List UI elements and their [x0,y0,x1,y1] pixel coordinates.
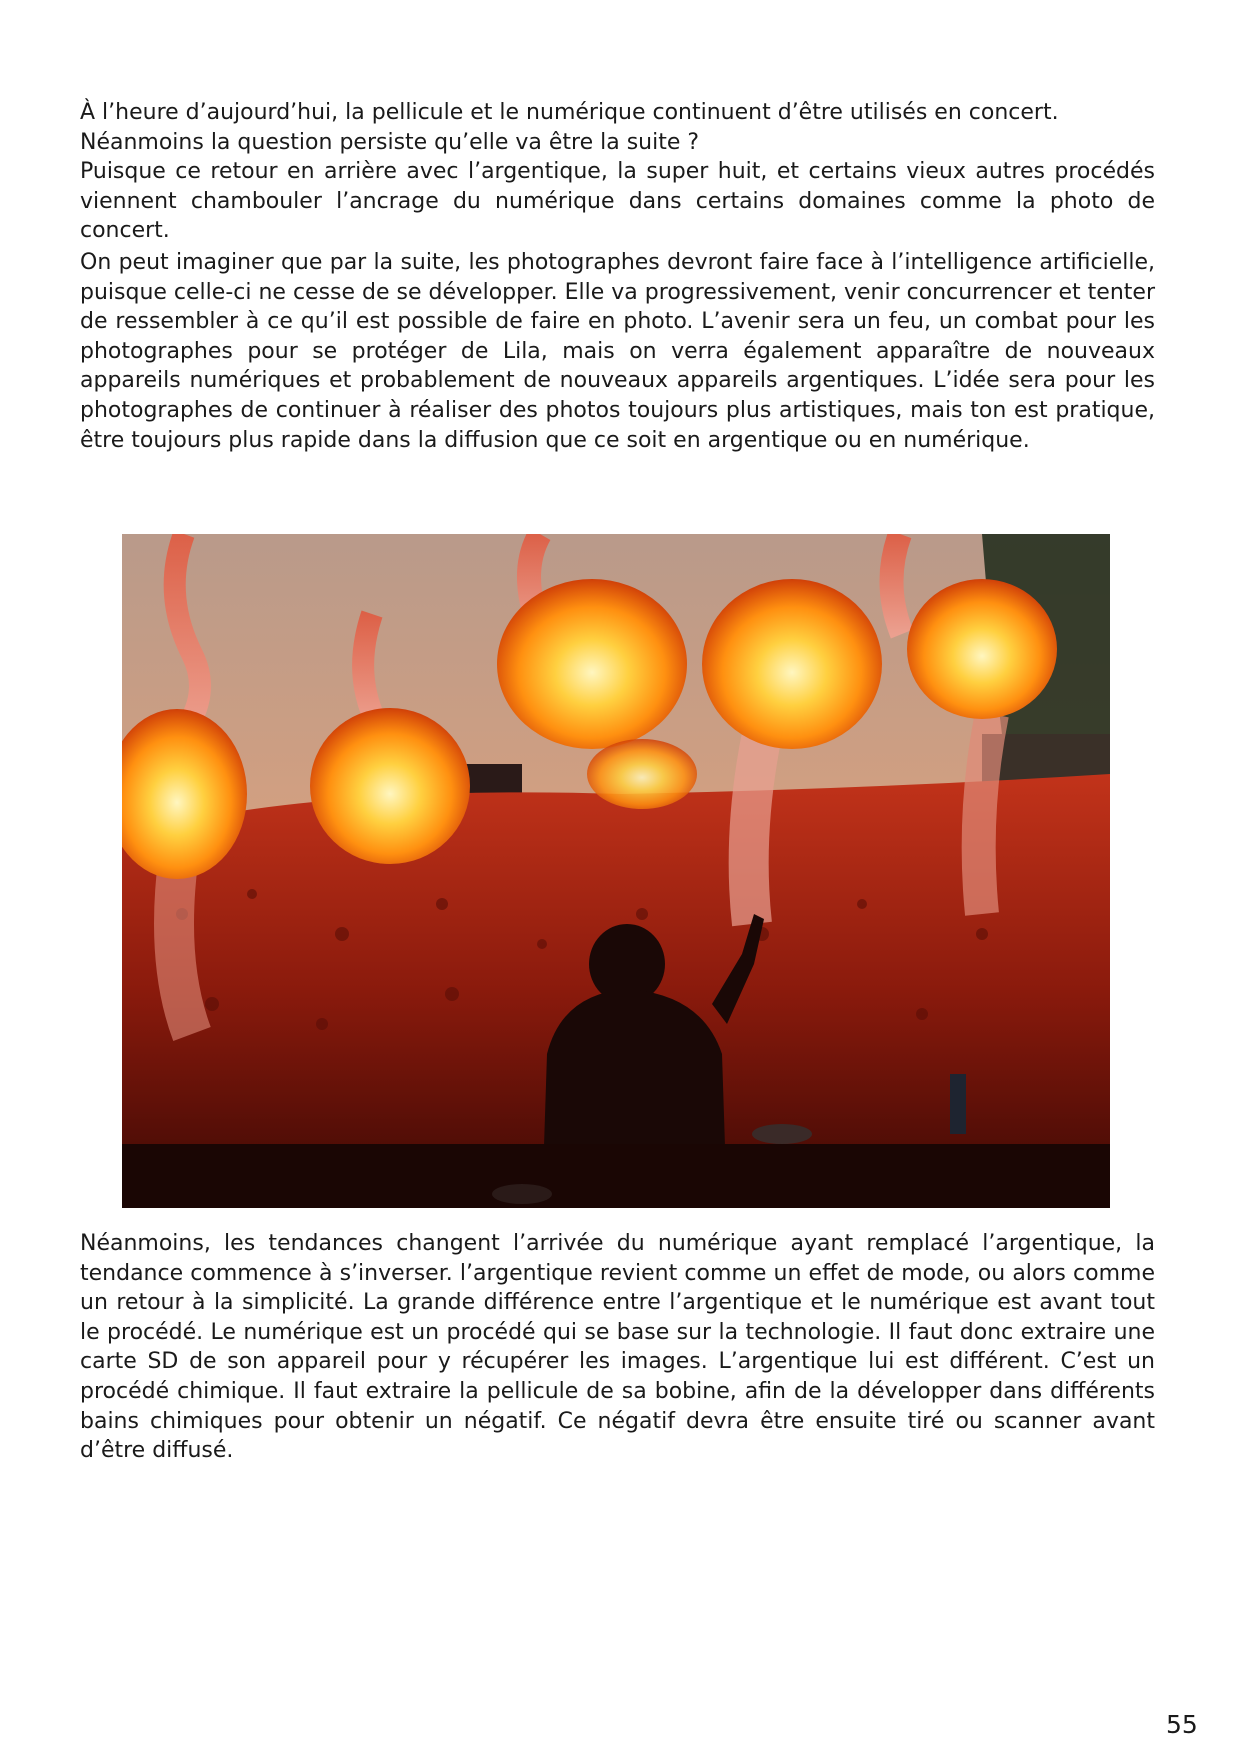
concert-photo-icon [122,534,1110,1208]
paragraph-line: À l’heure d’aujourd’hui, la pellicule et le numérique continuent d’être utilisés en concert. [80,100,1059,125]
paragraph-film-vs-digital: Néanmoins, les tendances changent l’arrivée du numérique ayant remplacé l’argentique, la tendance commence à s’inverser. l’argentique revient comme un effet de mode, ou alors comme un retour à la simplicité. La grande différence entre l’argentique et le numérique est avant tout le procédé. Le numérique est un procédé qui se base sur la technologie. Il faut donc extraire une carte SD de son appareil pour y récupérer les images. L’argentique lui est différent. C’est un procédé chimique. Il faut extraire la pellicule de sa bobine, afin de la développer dans différents bains chimiques pour obtenir un négatif. Ce négatif devra être ensuite tiré ou scanner avant d’être diffusé. [80,1231,1155,1464]
paragraph-intro [80,98,1155,246]
page-number: 55 [1166,1710,1198,1739]
concert-photo [122,534,1110,1208]
paragraph-line: Puisque ce retour en arrière avec l’argentique, la super huit, et certains vieux autres procédés viennent chambouler l’ancrage du numérique dans certains domaines comme la photo de concert. [80,159,1155,244]
paragraph-ai-future: On peut imaginer que par la suite, les photographes devront faire face à l’intelligence artificielle, puisque celle-ci ne cesse de se développer. Elle va progressivement, venir concurrencer et tenter de ressembler à ce qu’il est possible de faire en photo. L’avenir sera un feu, un combat pour les photographes pour se protéger de Lila, mais on verra également apparaître de nouveaux appareils numériques et probablement de nouveaux appareils argentiques. L’idée sera pour les photographes de continuer à réaliser des photos toujours plus artistiques, mais ton est pratique, être toujours plus rapide dans la diffusion que ce soit en argentique ou en numérique. [80,250,1155,453]
paragraph-line: Néanmoins la question persiste qu’elle va être la suite ? [80,129,700,155]
